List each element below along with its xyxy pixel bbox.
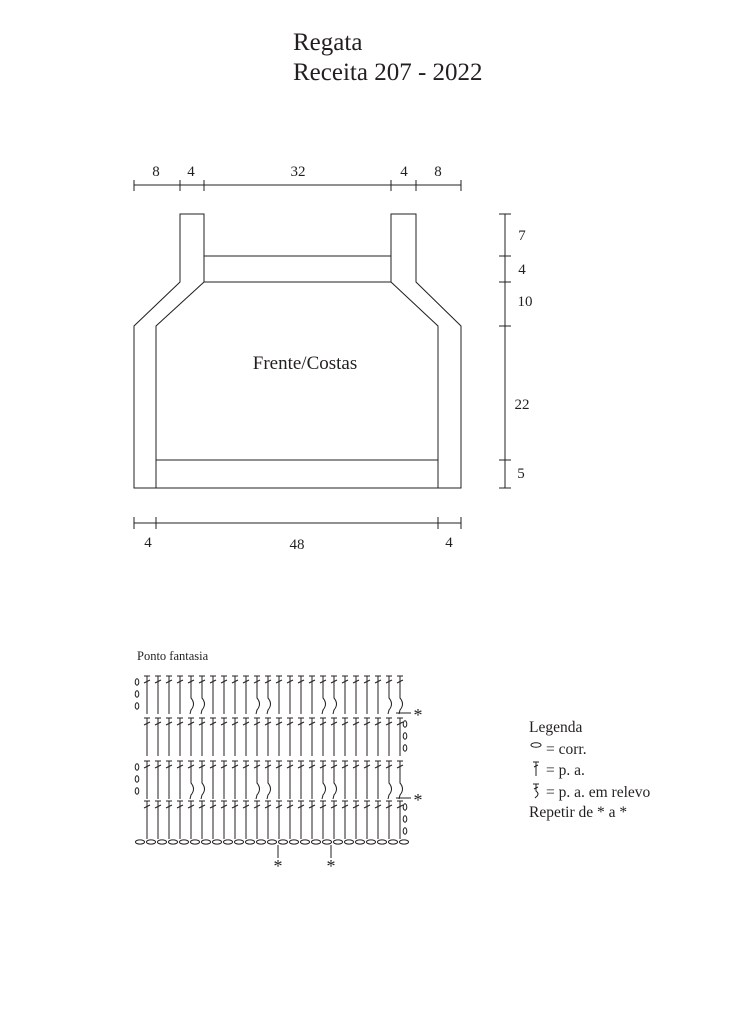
chain-stitch: [146, 840, 155, 844]
chain-icon: [529, 739, 543, 757]
chain-stitch: [311, 840, 320, 844]
chain-stitch: [355, 840, 364, 844]
turning-chain: [403, 745, 407, 751]
turning-chain: [403, 828, 407, 834]
repeat-note: Repetir de * a *: [529, 804, 628, 821]
post-double-crochet-icon: [529, 782, 543, 800]
legend: [529, 718, 650, 824]
chain-stitch: [157, 840, 166, 844]
chain-stitch: [256, 840, 265, 844]
legend-title: Legenda: [529, 719, 583, 736]
right-dim-label: 4: [518, 262, 526, 278]
turning-chain: [135, 703, 139, 709]
legend-item-chain: [529, 739, 650, 761]
recipe-number: Receita 207 - 2022: [293, 59, 483, 86]
chain-stitch: [300, 840, 309, 844]
legend-text: = corr.: [546, 740, 587, 758]
chain-stitch: [201, 840, 210, 844]
chain-stitch: [289, 840, 298, 844]
repeat-marker: *: [273, 856, 283, 876]
chain-stitch: [377, 840, 386, 844]
chain-stitch: [245, 840, 254, 844]
chain-stitch: [322, 840, 331, 844]
chain-stitch: [399, 840, 408, 844]
turning-chain: [135, 691, 139, 697]
top-dim-label: 8: [152, 164, 160, 180]
turning-chain: [135, 764, 139, 770]
turning-chain: [135, 679, 139, 685]
repeat-marker: *: [413, 790, 423, 810]
bottom-dim-label: 4: [445, 535, 453, 551]
turning-chain: [135, 776, 139, 782]
chain-stitch: [344, 840, 353, 844]
chain-stitch: [388, 840, 397, 844]
chain-stitch: [278, 840, 287, 844]
top-dim-label: 4: [400, 164, 408, 180]
bottom-dim-label: 4: [144, 535, 152, 551]
top-dim-label: 32: [290, 164, 306, 180]
right-dim-label: 10: [517, 294, 533, 310]
chain-stitch: [190, 840, 199, 844]
right-dim-label: 7: [518, 228, 526, 244]
chain-stitch: [168, 840, 177, 844]
legend-text: = p. a.: [546, 762, 585, 779]
stitch-chart-title: Ponto fantasia: [137, 649, 209, 663]
repeat-marker: *: [413, 705, 423, 725]
right-dim-label: 5: [517, 466, 525, 482]
chain-stitch: [223, 840, 232, 844]
bottom-dim-label: 48: [289, 537, 305, 553]
chain-stitch: [366, 840, 375, 844]
stitch-chart: [135, 676, 422, 876]
garment-outline: [134, 214, 461, 488]
top-dimension-line: [134, 180, 461, 191]
pattern-name: Regata: [293, 29, 363, 56]
top-dim-label: 8: [434, 164, 442, 180]
chain-stitch: [267, 840, 276, 844]
right-dim-label: 22: [514, 397, 530, 413]
legend-item-double-crochet: [529, 760, 650, 782]
legend-item-post-double-crochet: [529, 782, 650, 804]
double-crochet-icon: [529, 760, 543, 778]
chain-stitch: [135, 840, 144, 844]
chain-stitch: [234, 840, 243, 844]
turning-chain: [403, 721, 407, 727]
turning-chain: [135, 788, 139, 794]
bottom-dimension-line: [134, 517, 461, 529]
chain-stitch: [179, 840, 188, 844]
top-dim-label: 4: [187, 164, 195, 180]
turning-chain: [403, 816, 407, 822]
piece-label: Frente/Costas: [252, 353, 358, 374]
repeat-marker: *: [326, 856, 336, 876]
turning-chain: [403, 733, 407, 739]
chain-stitch: [212, 840, 221, 844]
right-dimension-line: [499, 214, 511, 488]
legend-text: = p. a. em relevo: [546, 783, 651, 801]
turning-chain: [403, 804, 407, 810]
chain-stitch: [333, 840, 342, 844]
